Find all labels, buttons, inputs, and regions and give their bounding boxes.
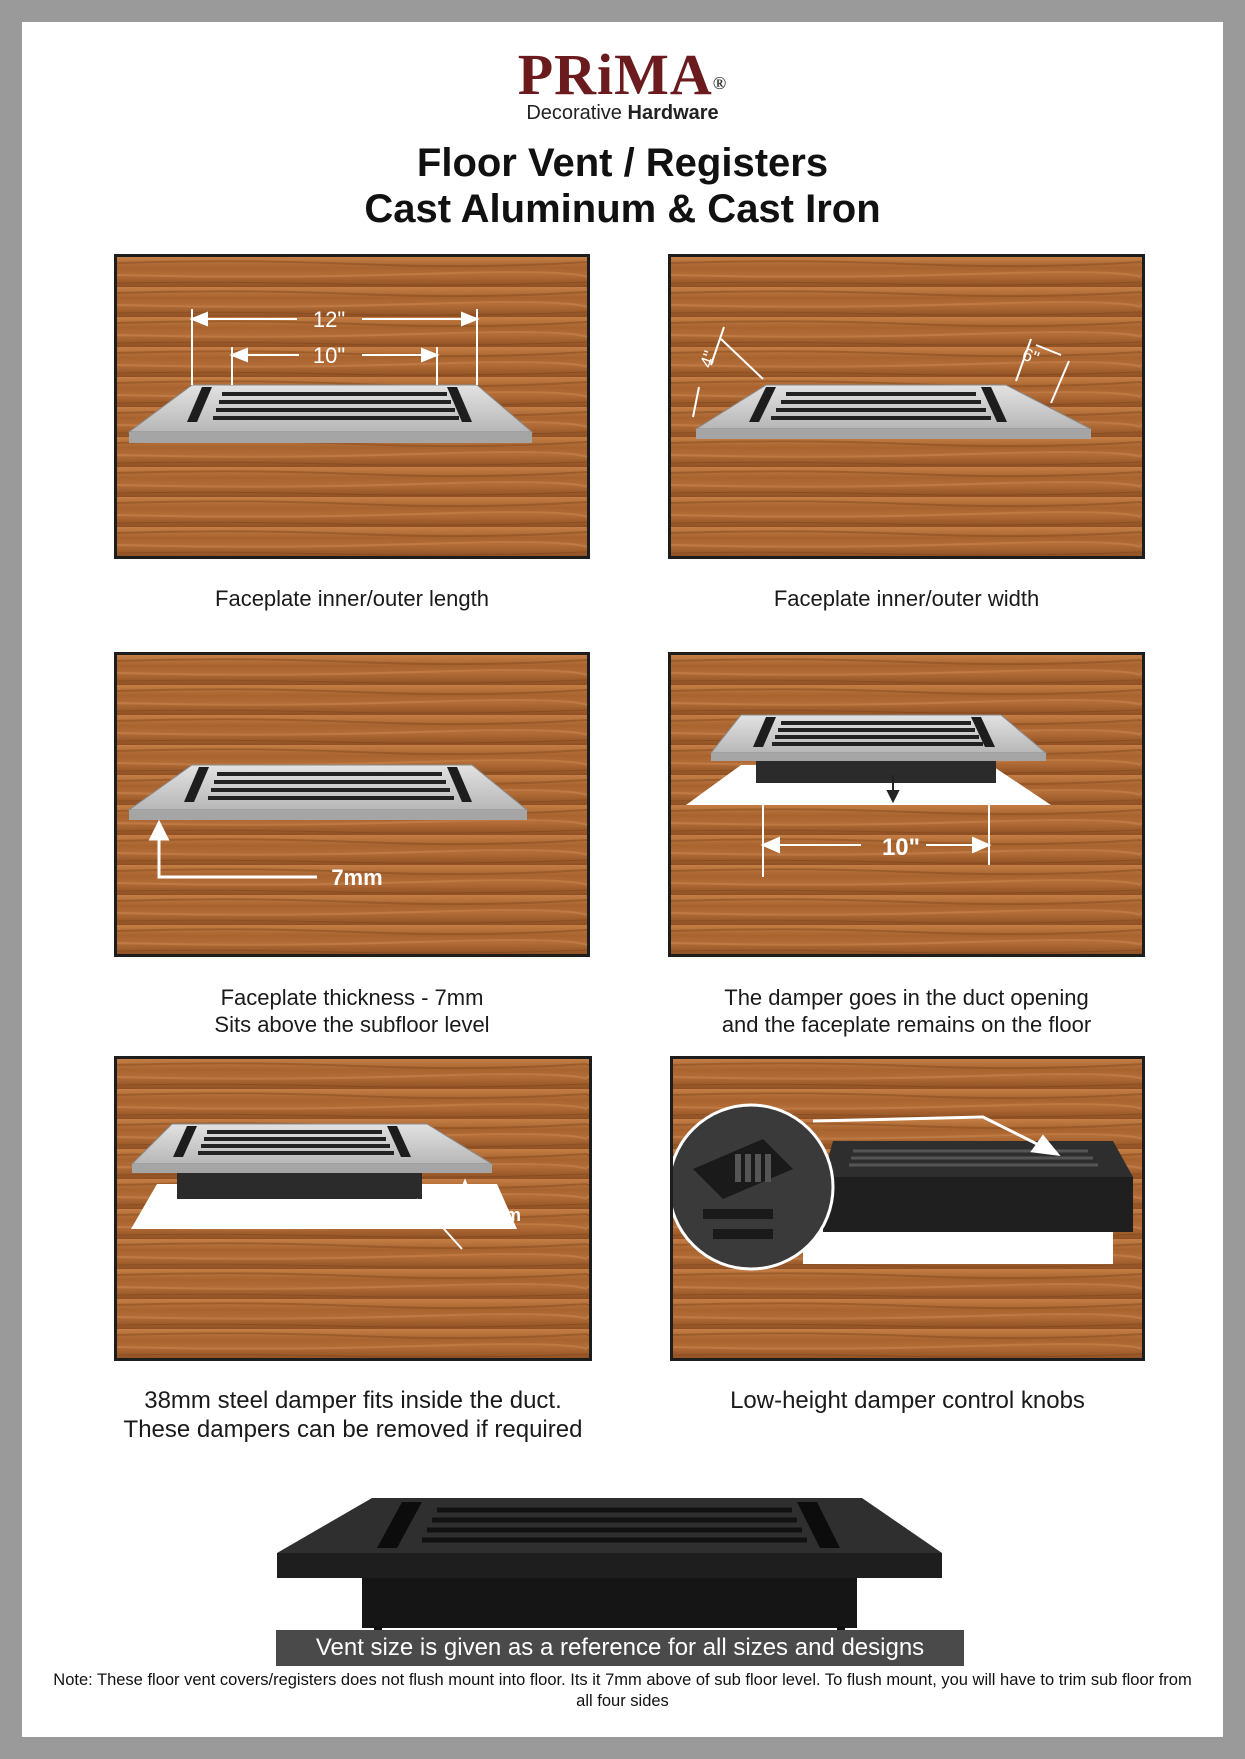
panel-thickness-image: [114, 652, 590, 957]
label-duct-10in: 10": [881, 834, 921, 861]
caption-thickness-line1: Faceplate thickness - 7mm: [220, 985, 484, 1010]
label-4in: 4": [695, 348, 721, 371]
label-38mm: 38mm: [469, 1205, 522, 1225]
label-6in: 6": [1019, 343, 1042, 369]
label-10in: 10": [312, 343, 346, 368]
panel-damper-image: [114, 1056, 592, 1361]
caption-duct-line1: The damper goes in the duct opening: [724, 985, 1089, 1010]
panel-duct-image: [668, 652, 1145, 957]
caption-duct: [668, 984, 1145, 1038]
reference-banner: Vent size is given as a reference for all sizes and designs: [276, 1630, 964, 1666]
caption-damper-line1: 38mm steel damper fits inside the duct.: [144, 1387, 562, 1414]
flush-mount-note: Note: These floor vent covers/registers does not flush mount into floor. Its it 7mm above of sub floor level. To flush mount, you will have to trim sub floor from all four sides: [53, 1671, 1192, 1710]
label-12in: 12": [312, 307, 346, 332]
brand-tagline: [22, 102, 1223, 125]
caption-duct-line2: and the faceplate remains on the floor: [721, 1012, 1092, 1037]
label-7mm: 7mm: [331, 865, 383, 890]
caption-damper: [114, 1386, 592, 1444]
brand-logo: [22, 44, 1223, 125]
caption-damper-line2: These dampers can be removed if required: [123, 1416, 583, 1443]
registered-mark: ®: [712, 73, 728, 93]
page-title-line1: Floor Vent / Registers: [416, 141, 829, 185]
panel-length-image: [114, 254, 590, 559]
product-sheet: [22, 22, 1223, 1737]
caption-knobs-line1: Low-height damper control knobs: [730, 1387, 1085, 1414]
brand-name: PRiMA: [517, 42, 713, 107]
brand-tagline-regular: Decorative: [526, 102, 622, 124]
caption-width: [668, 585, 1145, 612]
panel-knobs-image: [670, 1056, 1145, 1361]
caption-length: [114, 585, 590, 612]
black-vent-image: [272, 1468, 972, 1643]
brand-tagline-bold: Hardware: [627, 102, 719, 124]
caption-length-line1: Faceplate inner/outer length: [215, 586, 489, 611]
caption-width-line1: Faceplate inner/outer width: [773, 586, 1040, 611]
page-title-line2: Cast Aluminum & Cast Iron: [364, 187, 881, 231]
caption-thickness-line2: Sits above the subfloor level: [214, 1012, 490, 1037]
caption-thickness: [114, 984, 590, 1038]
panel-width-image: [668, 254, 1145, 559]
caption-knobs: [670, 1386, 1145, 1415]
